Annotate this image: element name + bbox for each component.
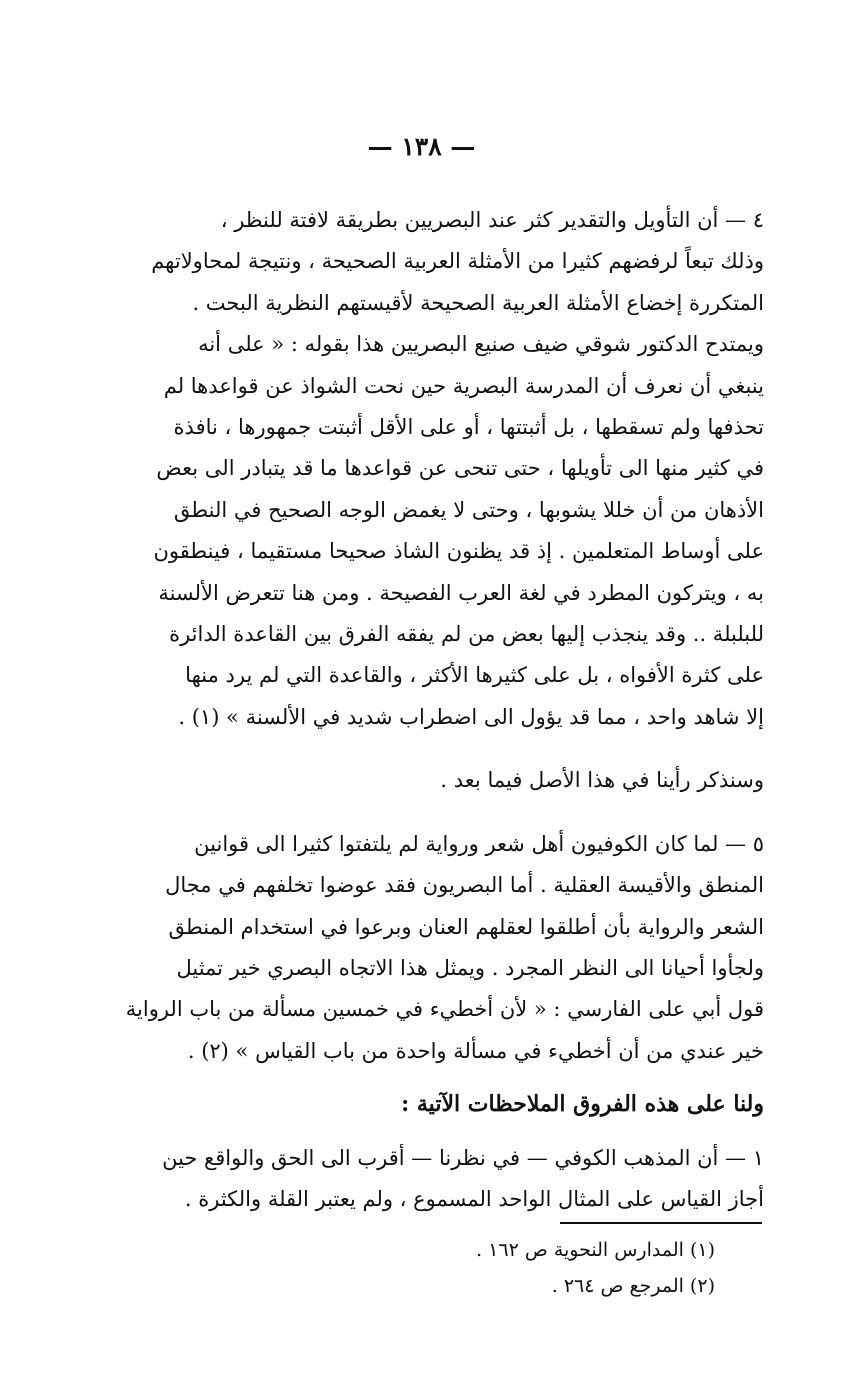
paragraph-5-line-2: المنطق والأقيسة العقلية . أما البصريون فقد عوضوا تخلفهم في مجال <box>165 873 764 898</box>
paragraph-5-line-5: قول أبي على الفارسي : « لأن أخطيء في خمسين مسألة من باب الرواية <box>125 997 764 1022</box>
paragraph-4-line-8: الأذهان من أن خللا يشوبها ، وحتى لا يغمض الوجه الصحيح في النطق <box>173 497 764 522</box>
paragraph-4-line-10: به ، ويتركون المطرد في لغة العرب الفصيحة . ومن هنا تتعرض الألسنة <box>158 580 764 605</box>
paragraph-1-line-1: ١ — أن المذهب الكوفي — في نظرنا — أقرب الى الحق والواقع حين <box>162 1145 764 1170</box>
section-heading: ولنا على هذه الفروق الملاحظات الآتية : <box>401 1091 764 1118</box>
page-number: — ١٣٨ — <box>367 132 476 161</box>
paragraph-4-line-13: إلا شاهد واحد ، مما قد يؤول الى اضطراب شديد في الألسنة » (١) . <box>178 704 764 729</box>
paragraph-5-line-4: ولجأوا أحيانا الى النظر المجرد . ويمثل هذا الاتجاه البصري خير تمثيل <box>176 955 764 980</box>
paragraph-5-line-3: الشعر والرواية بأن أطلقوا لعقلهم العنان وبرعوا في استخدام المنطق <box>168 914 764 939</box>
footnote-2: (٢) المرجع ص ٢٦٤ . <box>551 1275 715 1297</box>
footnote-1: (١) المدارس النحوية ص ١٦٢ . <box>476 1239 715 1261</box>
footnote-divider <box>560 1222 762 1224</box>
paragraph-4-line-3: المتكررة إخضاع الأمثلة العربية الصحيحة لأقيستهم النظرية البحت . <box>192 290 764 315</box>
footnotes <box>300 1232 715 1304</box>
paragraph-4-line-6: تحذفها ولم تسقطها ، بل أثبتتها ، أو على الأقل أثبتت جمهورها ، نافذة <box>173 415 764 440</box>
paragraph-4-line-9: على أوساط المتعلمين . إذ قد يظنون الشاذ صحيحا مستقيما ، فينطقون <box>153 539 764 564</box>
paragraph-4-line-11: للبلبلة .. وقد ينجذب إليها بعض من لم يفقه الفرق بين القاعدة الدائرة <box>169 622 764 647</box>
spacer <box>74 1126 764 1138</box>
spacer <box>74 1072 764 1084</box>
paragraph-5-line-1: ٥ — لما كان الكوفيون أهل شعر ورواية لم يلتفتوا كثيرا الى قوانين <box>194 831 764 856</box>
paragraph-4-line-5: ينبغي أن نعرف أن المدرسة البصرية حين نحت الشواذ عن قواعدها لم <box>163 373 764 398</box>
spacer <box>74 738 764 760</box>
paragraph-4-line-7: في كثير منها الى تأويلها ، حتى تنحى عن قواعدها ما قد يتبادر الى بعض <box>156 456 764 481</box>
paragraph-5-line-6: خير عندي من أن أخطيء في مسألة واحدة من باب القياس » (٢) . <box>187 1038 764 1063</box>
paragraph-1-line-2: أجاز القياس على المثال الواحد المسموع ، ولم يعتبر القلة والكثرة . <box>184 1186 764 1211</box>
spacer <box>74 802 764 824</box>
paragraph-4-line-1: ٤ — أن التأويل والتقدير كثر عند البصريين بطريقة لافتة للنظر ، <box>220 208 764 232</box>
paragraph-4-line-12: على كثرة الأفواه ، بل على كثيرها الأكثر ، والقاعدة التي لم يرد منها <box>185 663 764 688</box>
paragraph-4-line-2: وذلك تبعاً لرفضهم كثيرا من الأمثلة العربية الصحيحة ، ونتيجة لمحاولاتهم <box>151 249 764 274</box>
body-text <box>74 200 764 1220</box>
paragraph-after-quote: وسنذكر رأينا في هذا الأصل فيما بعد . <box>440 768 764 793</box>
paragraph-4-line-4: ويمتدح الدكتور شوقي ضيف صنيع البصريين هذا بقوله : « على أنه <box>198 332 764 357</box>
